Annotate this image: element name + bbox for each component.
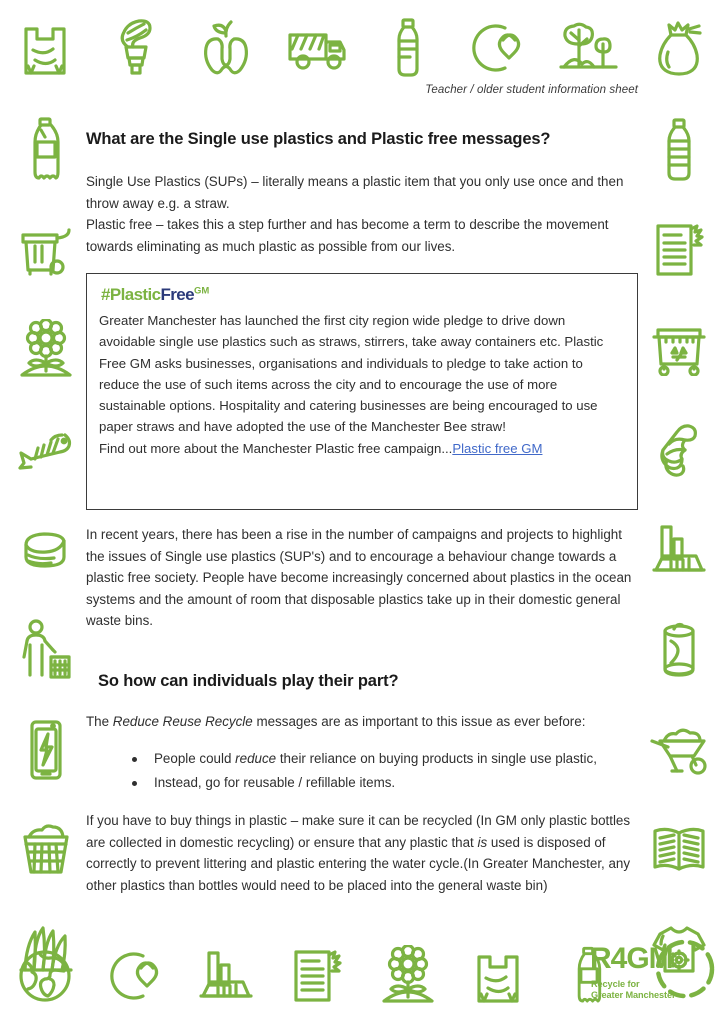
icon-slot	[0, 800, 92, 900]
plastic-free-gm-logo	[101, 286, 625, 303]
icon-slot	[633, 400, 725, 500]
recycle-arrow-icon	[469, 20, 527, 76]
intro-line-4: movement towards eliminating as much plastic as possible from our lives.	[86, 217, 609, 254]
icon-slot	[272, 947, 363, 1005]
trees-park-icon	[558, 22, 620, 74]
icon-slot	[634, 19, 725, 77]
bin-lorry-icon	[286, 25, 348, 71]
icon-slot	[633, 300, 725, 400]
top-decorative-icon-row	[0, 0, 725, 96]
section-heading-individuals: So how can individuals play their part?	[98, 671, 399, 690]
right-decorative-icon-column	[633, 100, 725, 1000]
recent-years-paragraph: In recent years, there has been a rise in the number of campaigns and projects to highlight the issues of Single use plastics (SUP's) and to encourage a behaviour change towards a plastic free society. People have become increasingly concerned about plastics in the ocean systems and the amount of room that disposable plastics take up in their domestic general waste bins.	[86, 527, 632, 628]
mobile-phone-icon	[28, 719, 64, 781]
reduce-reuse-recycle-emphasis: Reduce Reuse Recycle	[112, 713, 253, 729]
crushed-can-icon	[655, 420, 703, 480]
intro-line-3: Plastic free – takes this a step further and has become a term to describe the	[86, 217, 543, 232]
icon-slot	[91, 948, 182, 1004]
wheelie-bin-icon	[17, 222, 75, 278]
bullet-0-pre: People could	[154, 751, 236, 766]
r4gm-tagline-line1: Recycle for	[591, 979, 640, 989]
plastic-bottle-icon	[27, 116, 65, 184]
globe-icon	[17, 948, 73, 1004]
bullet-0-emphasis: reduce	[235, 751, 277, 766]
bullet-0-post: their reliance on buying products in single use plastic,	[276, 751, 597, 766]
icon-slot	[181, 949, 272, 1003]
light-bulb-icon	[115, 17, 157, 79]
icon-slot	[0, 19, 91, 77]
laundry-basket-icon	[20, 822, 72, 878]
icon-slot	[0, 500, 92, 600]
r4gm-tagline-line2: Greater Manchester	[591, 990, 676, 1000]
wheelbarrow-icon	[648, 723, 710, 777]
bin-bag-icon	[655, 19, 703, 77]
r4gm-tagline	[591, 979, 676, 1001]
icon-slot	[362, 945, 453, 1007]
plastic-bag-icon	[22, 19, 68, 77]
recycling-dumpster-icon	[650, 324, 708, 376]
icon-slot	[0, 700, 92, 800]
icon-slot	[0, 300, 92, 400]
r4gm-logo	[588, 938, 716, 1010]
paper-document-icon	[653, 221, 705, 279]
paper-document-icon	[291, 947, 343, 1005]
icon-slot	[272, 25, 363, 71]
icon-slot	[453, 20, 544, 76]
closing-paragraph	[86, 810, 638, 896]
plastic-bag-icon	[475, 947, 521, 1005]
factory-icon	[199, 949, 253, 1003]
reduce-reuse-recycle-intro	[86, 711, 638, 733]
icon-slot	[633, 500, 725, 600]
icon-slot	[633, 100, 725, 200]
find-out-more-text: Find out more about the Manchester Plastic free campaign...	[99, 440, 453, 456]
document-content	[86, 84, 638, 896]
fish-bone-icon	[17, 427, 75, 473]
list-item	[132, 772, 638, 794]
reduce-intro-pre: The	[86, 713, 113, 729]
icon-slot	[362, 17, 453, 79]
icon-slot	[181, 18, 272, 78]
icon-slot	[0, 948, 91, 1004]
icon-slot	[633, 200, 725, 300]
individual-actions-list	[86, 748, 638, 794]
r4gm-wordmark: R4GM	[590, 942, 673, 975]
intro-line-2: and then throw away e.g. a straw.	[86, 174, 624, 211]
intro-line-1: Single Use Plastics (SUPs) – literally means a plastic item that you only use once	[86, 174, 568, 189]
closing-emphasis: is	[477, 834, 488, 850]
callout-paragraph: Greater Manchester has launched the first city region wide pledge to drive down avoidable single use plastics such as straws, stirrers, take away containers etc. Plastic Free GM asks businesses, organisations and individuals to pledge to take action to reduce the use of such items across the city and to encourage the use of more sustainable options. Hospitality and catering businesses are being encouraged to use paper straws and have adopted the use of the Manchester Bee straw!	[99, 313, 604, 435]
factory-icon	[652, 523, 706, 577]
plastic-free-logo-gm: GM	[193, 285, 210, 297]
icon-slot	[0, 100, 92, 200]
icon-slot	[0, 200, 92, 300]
recycle-arrow-icon	[107, 948, 165, 1004]
icon-slot	[0, 400, 92, 500]
reduce-intro-post: messages are as important to this issue as ever before:	[252, 713, 586, 729]
closing-part-1: If you have to buy things in plastic – make sure it can be recycled (In GM only plastic bottles are collected in domestic recycling) or ensure that any plastic that	[86, 813, 631, 850]
intro-paragraph	[86, 171, 638, 257]
icon-slot	[453, 947, 544, 1005]
icon-slot	[91, 17, 182, 79]
icon-slot	[633, 800, 725, 900]
flower-icon	[17, 319, 75, 381]
page-title: What are the Single use plastics and Plastic free messages?	[86, 130, 551, 148]
sheet-label: Teacher / older student information sheet	[425, 84, 638, 96]
closing-part-2: used is disposed of correctly to prevent littering and plastic entering the water cycle.(In Greater Manchester, any other plastics than bottles would need to be placed into the general waste bin)	[86, 834, 631, 893]
callout-find-out-more	[99, 438, 625, 459]
plastic-free-gm-callout-box	[86, 273, 638, 510]
bullet-1-pre: Instead, go for reusable / refillable items.	[154, 775, 396, 790]
icon-slot	[0, 600, 92, 700]
list-item	[132, 748, 638, 770]
tin-can-icon	[20, 529, 72, 571]
apple-core-icon	[200, 18, 252, 78]
icon-slot	[633, 700, 725, 800]
icon-slot	[544, 22, 635, 74]
water-bottle-icon	[662, 117, 696, 183]
left-decorative-icon-column	[0, 100, 92, 1000]
litter-bin-person-icon	[19, 619, 73, 681]
open-book-icon	[650, 824, 708, 876]
flower-icon	[379, 945, 437, 1007]
plastic-free-logo-hash-plastic: #Plastic	[101, 285, 161, 304]
drink-can-icon	[657, 619, 701, 681]
plastic-free-gm-link[interactable]: Plastic free GM	[452, 440, 543, 456]
water-bottle-icon	[392, 17, 424, 79]
plastic-free-logo-free: Free	[160, 285, 194, 304]
icon-slot	[633, 600, 725, 700]
